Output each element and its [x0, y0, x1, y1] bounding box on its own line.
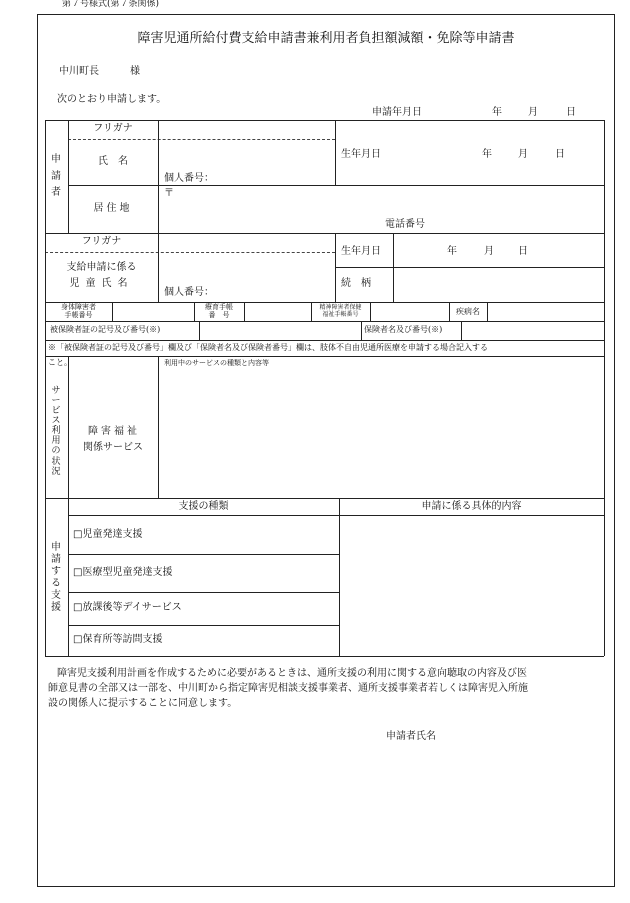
service-category-l1: 障害福祉: [88, 426, 140, 437]
insurance-note: ※「被保険者証の記号及び番号」欄及び「保険者名及び保険者番号」欄は、肢体不自由児通所医療を申請する場合記入する: [48, 343, 488, 352]
child-birth-month: 月: [484, 246, 494, 257]
support-detail-header: 申請に係る具体的内容: [421, 501, 522, 512]
child-birth-day: 日: [518, 246, 528, 257]
form-title: 障害児通所給付費支給申請書兼利用者負担額減額・免除等申請書: [137, 31, 515, 46]
addressee: 中川町長: [59, 66, 99, 77]
applicant-name-label: 氏 名: [98, 156, 128, 167]
support-vertical-label: 申請する支援: [51, 542, 61, 613]
mental-handbook-label-l1: 精神障害者保健: [319, 304, 362, 311]
applicant-personal-number-label: 個人番号：: [164, 173, 214, 184]
applicant-furigana-label: フリガナ: [93, 123, 133, 134]
application-date-label: 申請年月日: [372, 107, 422, 118]
service-status-vertical-label: サービス利用の状況: [51, 386, 61, 477]
application-date-day: 日: [566, 107, 576, 118]
phone-label: 電話番号: [385, 219, 425, 230]
physical-handbook-label-l2: 手帳番号: [64, 311, 93, 319]
form-number: 第７号様式(第７条関係): [62, 0, 160, 9]
application-date-month: 月: [528, 107, 538, 118]
address-label: 居住地: [93, 203, 133, 214]
applicant-birth-year: 年: [482, 149, 492, 160]
child-label-line2: 児童氏名: [69, 278, 134, 289]
applicant-birthdate-label: 生年月日: [341, 149, 381, 160]
support-option-after-school-day-service[interactable]: □放課後等デイサービス: [73, 602, 182, 613]
consent-line2: 師意見書の全部又は一部を、中川町から指定障害児相談支援事業者、通所支援事業者若しくは障害児入所施: [48, 683, 528, 694]
support-option-nursery-visit-support[interactable]: □保育所等訪問支援: [73, 634, 163, 645]
insured-label: 被保険者証の記号及び番号(※): [50, 325, 161, 334]
child-birth-year: 年: [447, 246, 457, 257]
insurer-label: 保険者名及び番号(※): [364, 325, 443, 334]
rehab-handbook-label-l1: 療育手帳: [205, 303, 233, 311]
applicant-section-label: 申請者: [51, 154, 61, 198]
disease-label: 疾病名: [456, 307, 480, 316]
consent-line3: 設の関係人に提示することに同意します。: [48, 698, 238, 709]
consent-line1: 障害児支援利用計画を作成するために必要があるときは、通所支援の利用に関する意向聴取の内容及び医: [57, 668, 527, 679]
child-furigana-label: フリガナ: [81, 236, 122, 247]
honorific: 様: [130, 66, 140, 77]
support-option-child-development[interactable]: □児童発達支援: [73, 529, 143, 540]
child-personal-number-label: 個人番号：: [164, 287, 214, 298]
physical-handbook-label-l1: 身体障害者: [61, 303, 96, 311]
application-date-year: 年: [492, 107, 502, 118]
support-type-header: 支援の種類: [178, 501, 229, 512]
service-category-l2: 関係サービス: [83, 442, 143, 453]
rehab-handbook-label-l2: 番 号: [208, 311, 230, 319]
child-birthdate-label: 生年月日: [341, 246, 381, 257]
applicant-birth-day: 日: [555, 149, 565, 160]
applicant-birth-month: 月: [518, 149, 528, 160]
insurance-note-line2: こと。: [48, 358, 72, 367]
postal-mark: 〒: [164, 188, 174, 199]
signature-label: 申請者氏名: [386, 731, 436, 742]
service-detail-label: 利用中のサービスの種類と内容等: [164, 359, 269, 367]
relationship-label: 続 柄: [341, 278, 371, 289]
child-label-line1: 支給申請に係る: [66, 262, 137, 273]
intro-text: 次のとおり申請します。: [57, 94, 167, 105]
mental-handbook-label-l2: 福祉手帳番号: [322, 311, 359, 318]
support-option-medical-child-development[interactable]: □医療型児童発達支援: [73, 567, 173, 578]
